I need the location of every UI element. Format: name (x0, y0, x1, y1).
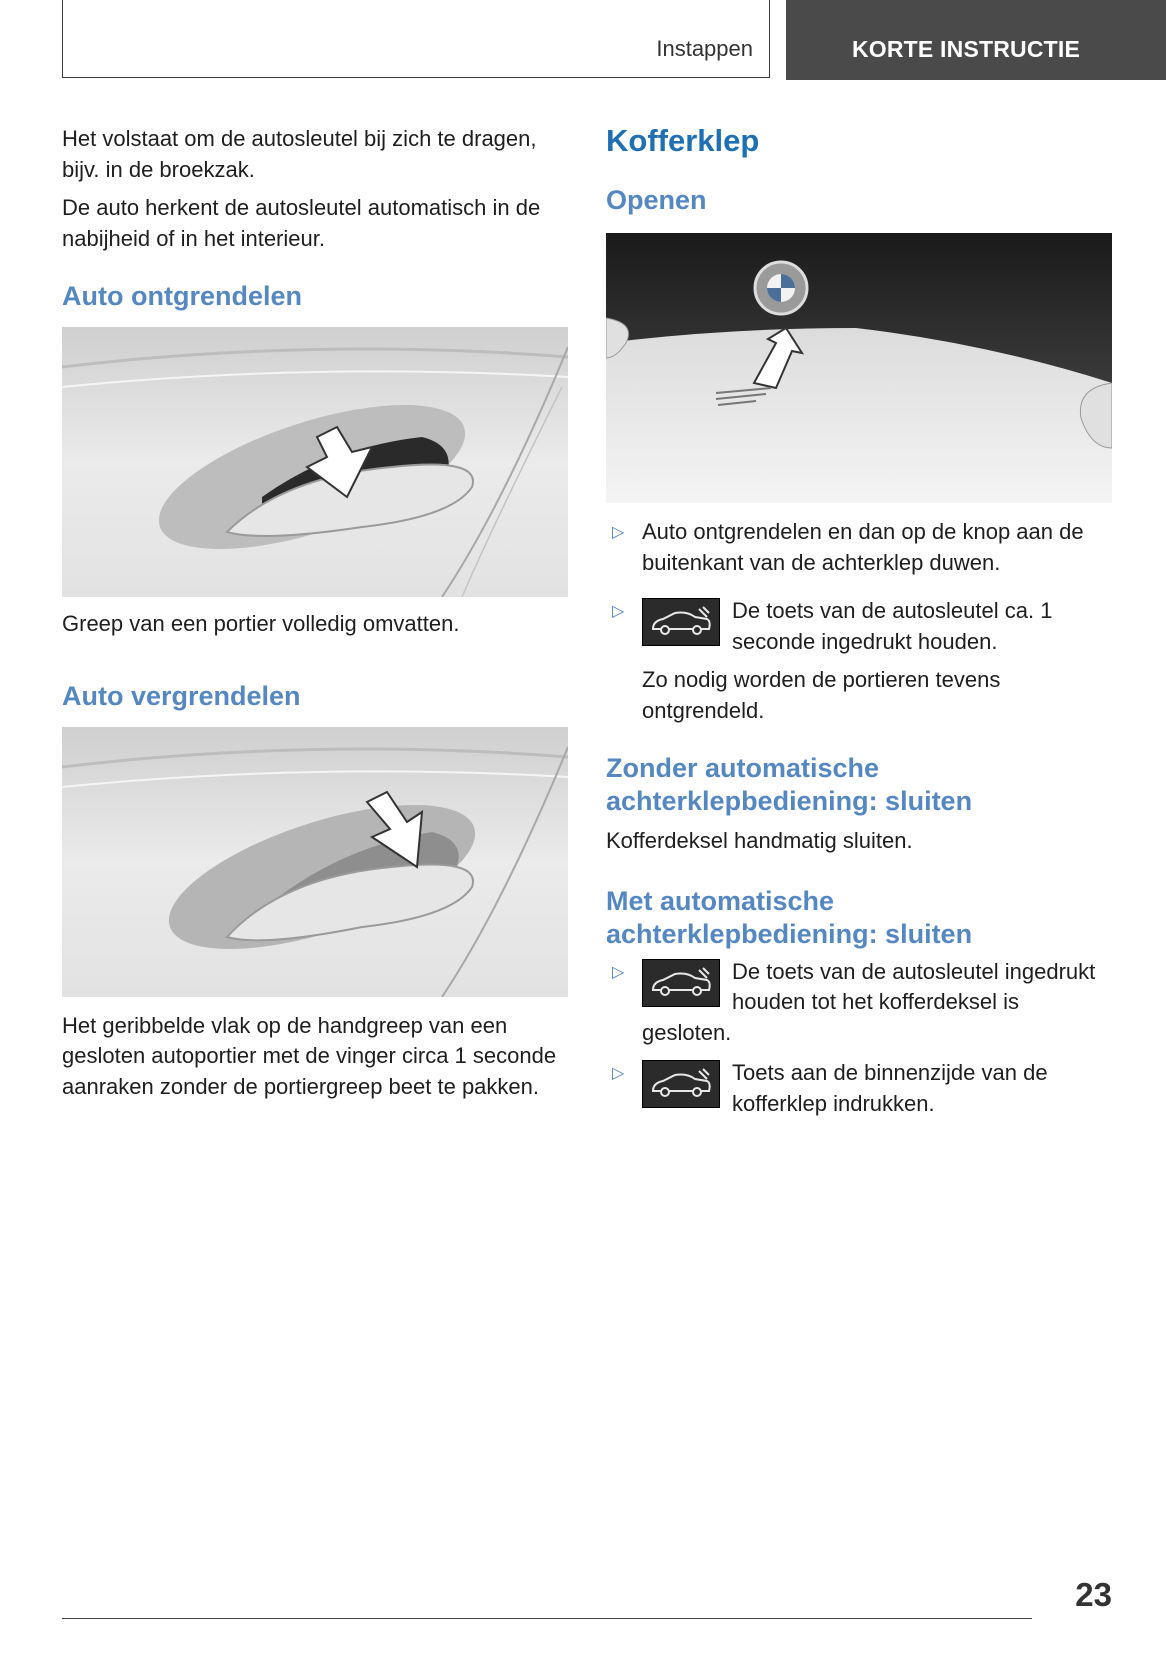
header-chapter-tab (786, 0, 1166, 80)
lock-door-handle-image (62, 727, 568, 997)
auto-bullet-1-text: De toets van de autosleutel ingedrukt houden tot het kofferdeksel is gesloten. (642, 958, 1096, 1045)
left-column (62, 124, 568, 1102)
lock-caption: Het geribbelde vlak op de handgreep van een gesloten autoportier met de vinger circa 1 seconde aanraken zonder de portiergreep beet te pakken. (62, 1012, 557, 1099)
intro-paragraph-2: De auto herkent de autosleutel automatisch in de nabijheid of in het interieur. (62, 195, 541, 251)
unlock-caption: Greep van een portier volledig omvatten. (62, 611, 460, 636)
bullet-marker: ▷ (612, 963, 625, 981)
footer-divider (62, 1618, 1032, 1619)
car-trunk-key-icon (642, 959, 720, 1007)
trunk-open-image (606, 233, 1112, 503)
right-column (606, 124, 1112, 1119)
auto-bullet-2-text: Toets aan de binnenzijde van de kofferklep indrukken. (732, 1060, 1048, 1116)
auto-close-heading: Met automatische achterklepbediening: sluiten (606, 885, 973, 949)
header-box (62, 0, 770, 78)
bullet-marker: ▷ (612, 1065, 625, 1082)
open-note: Zo nodig worden de portieren tevens ontgrendeld. (642, 667, 1001, 723)
page-number: 23 (1075, 1576, 1112, 1613)
manual-close-heading: Zonder automatische achterklepbediening: sluiten (606, 753, 973, 816)
intro-paragraph-1: Het volstaat om de autosleutel bij zich te dragen, bijv. in de broekzak. (62, 126, 537, 182)
open-bullet-2-text: De toets van de autosleutel ca. 1 seconde ingedrukt houden. (732, 598, 1053, 654)
open-bullet-2 (606, 596, 1112, 657)
auto-bullet-2 (606, 1058, 1112, 1119)
manual-close-text: Kofferdeksel handmatig sluiten. (606, 828, 913, 853)
bullet-marker: ▷ (612, 524, 625, 541)
car-trunk-key-icon (642, 598, 720, 646)
trunk-title: Kofferklep (606, 123, 760, 158)
auto-bullet-1 (606, 957, 1112, 1049)
bullet-marker: ▷ (612, 603, 625, 620)
unlock-door-handle-image (62, 327, 568, 597)
lock-heading: Auto vergrendelen (62, 680, 301, 711)
open-bullet-1-text: Auto ontgrendelen en dan op de knop aan de buitenkant van de achterklep duwen. (642, 519, 1084, 575)
unlock-heading: Auto ontgrendelen (62, 281, 302, 311)
car-trunk-key-icon (642, 1060, 720, 1108)
open-heading: Openen (606, 185, 707, 215)
header-chapter-label: KORTE INSTRUCTIE (851, 36, 1081, 62)
header-section-title: Instappen (656, 36, 753, 61)
open-bullet-1 (606, 517, 1112, 578)
